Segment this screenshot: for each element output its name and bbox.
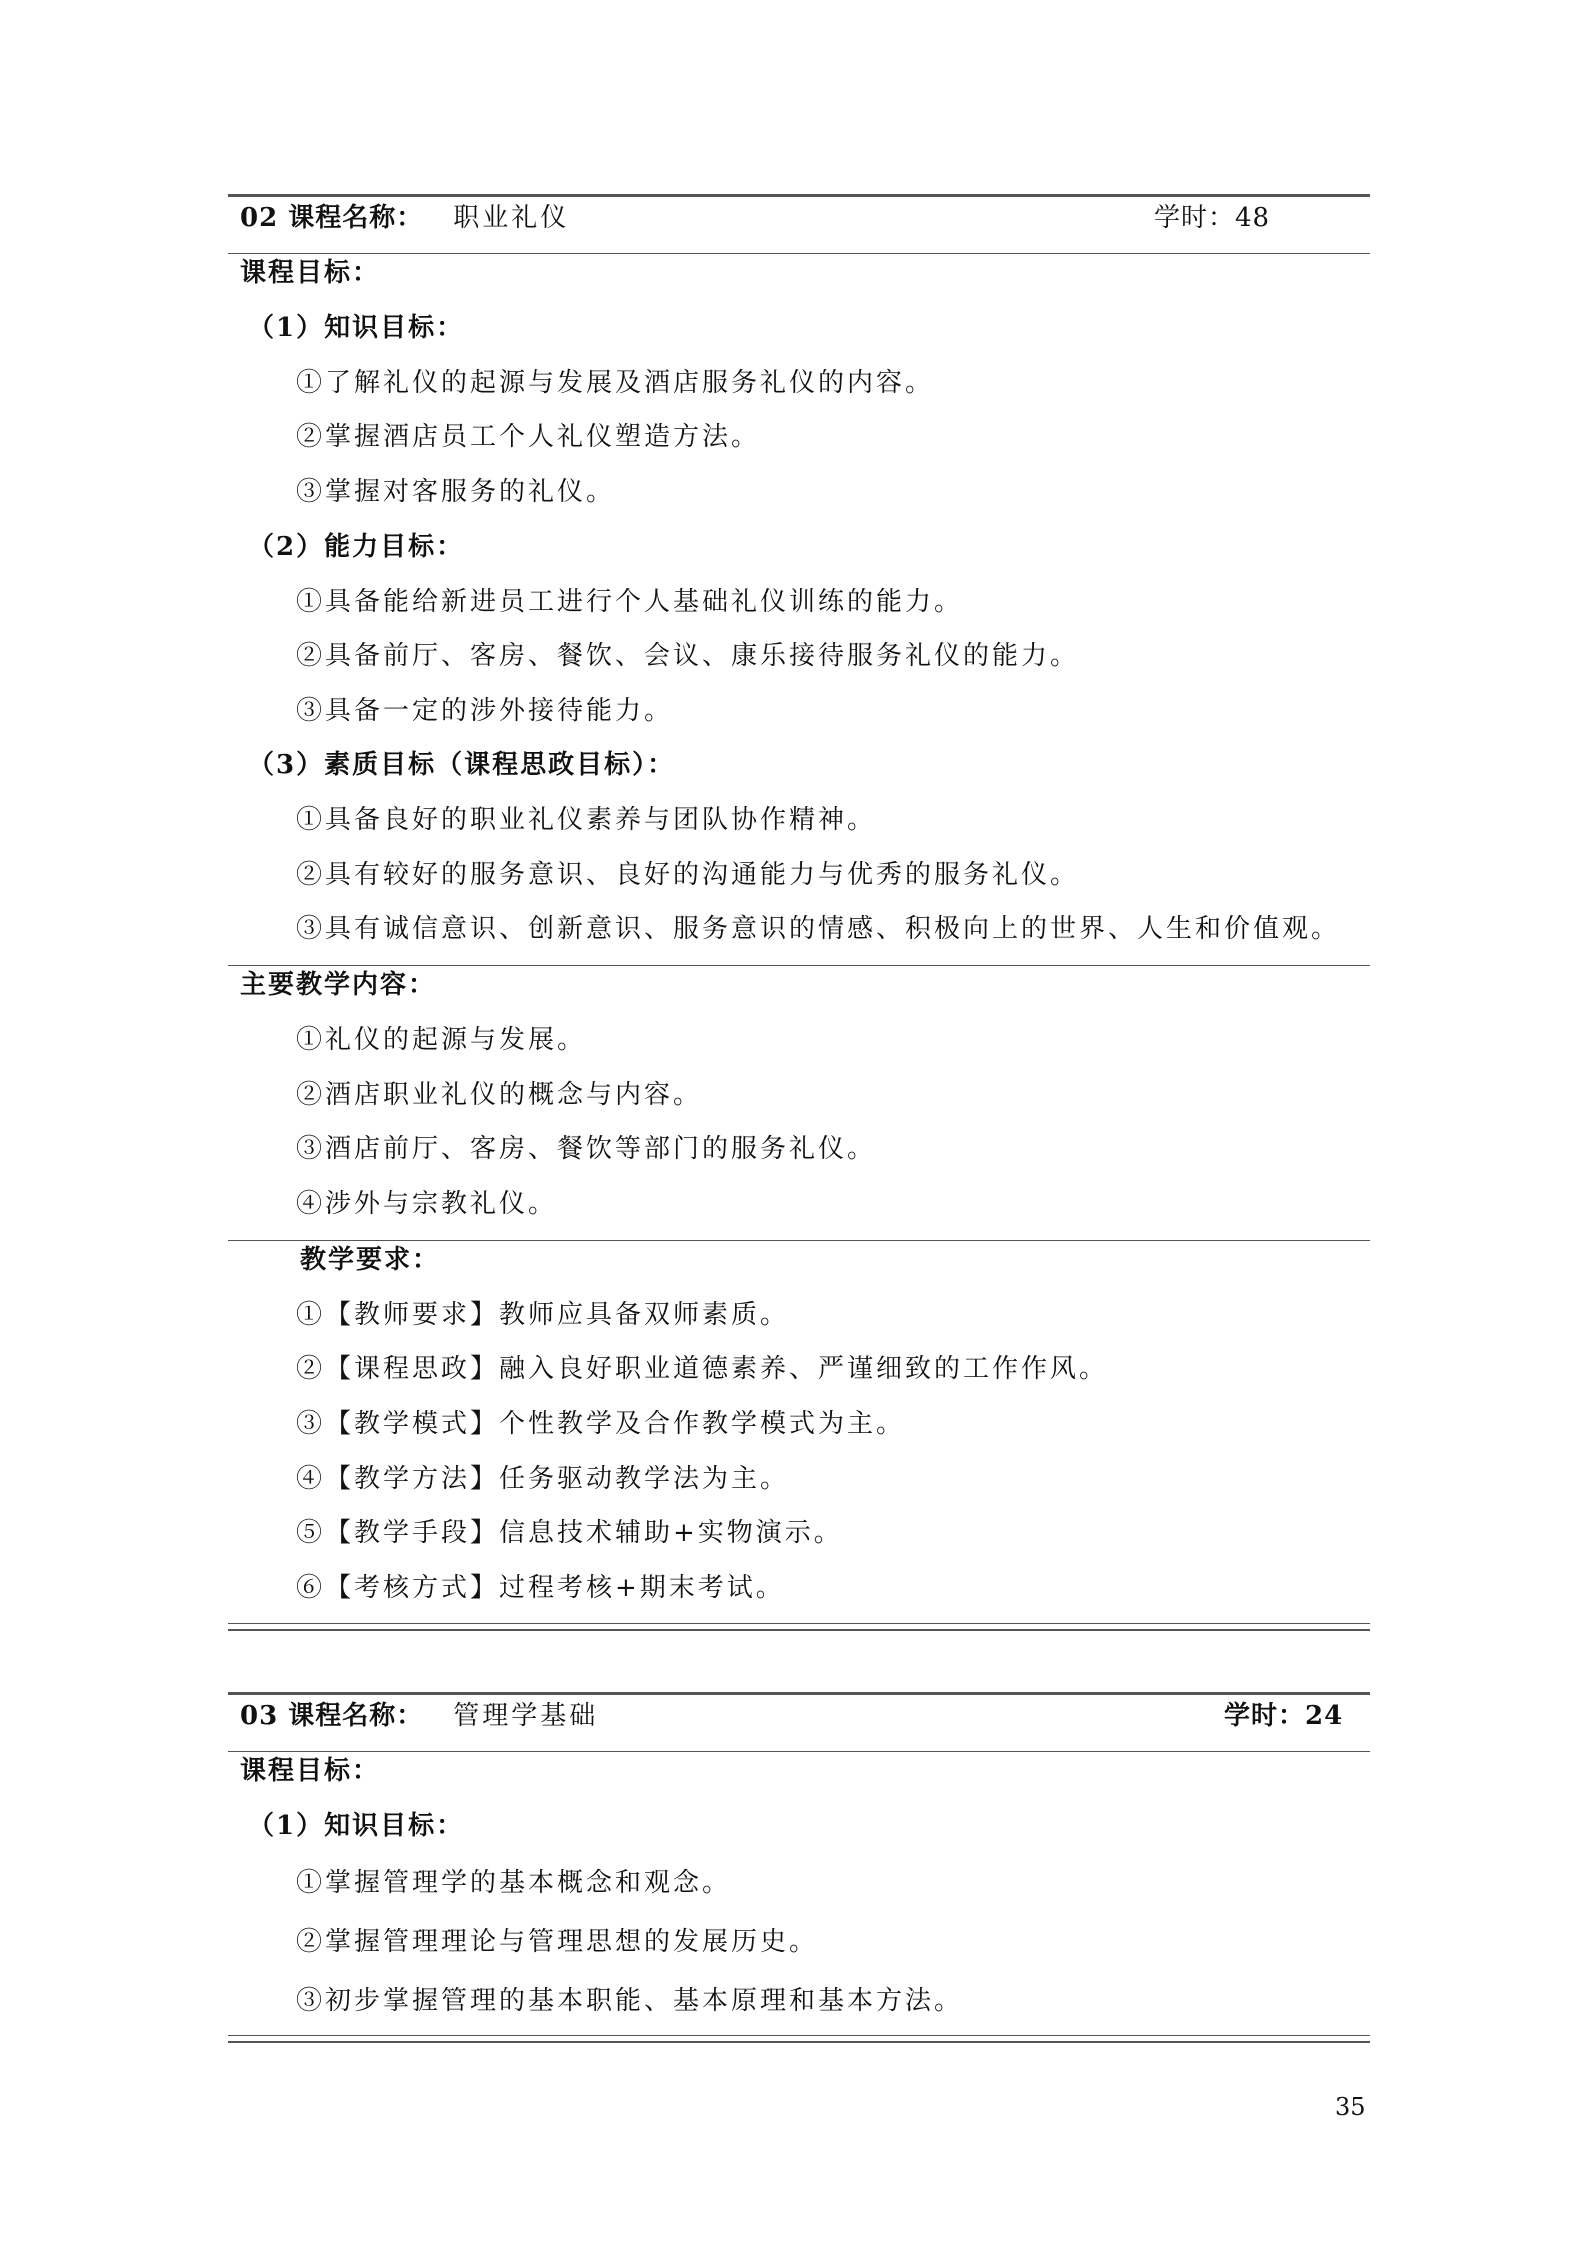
- quality-title: （3）素质目标（课程思政目标）：: [248, 750, 676, 780]
- ability-item: ③具备一定的涉外接待能力。: [296, 696, 674, 726]
- top-rule: [228, 1692, 1370, 1695]
- requirement-item: ③【教学模式】个性教学及合作教学模式为主。: [296, 1409, 906, 1439]
- course-03-hours: [1224, 1699, 1343, 1733]
- requirement-item: ②【课程思政】融入良好职业道德素养、严谨细致的工作作风。: [296, 1354, 1109, 1384]
- hours-label: 学时：: [1224, 1701, 1306, 1731]
- header-divider: [228, 253, 1370, 254]
- course-name: 职业礼仪: [453, 203, 570, 233]
- course-name: 管理学基础: [453, 1701, 599, 1731]
- content-item: ③酒店前厅、客房、餐饮等部门的服务礼仪。: [296, 1134, 877, 1164]
- quality-item: ③具有诚信意识、创新意识、服务意识的情感、积极向上的世界、人生和价值观。: [296, 914, 1341, 944]
- quality-item: ②具有较好的服务意识、良好的沟通能力与优秀的服务礼仪。: [296, 860, 1080, 890]
- knowledge-title: （1）知识目标：: [248, 1811, 465, 1841]
- top-rule: [228, 194, 1370, 197]
- hours-value: 48: [1235, 203, 1271, 233]
- course-header-label: 03 课程名称：: [240, 1701, 424, 1731]
- ability-item: ②具备前厅、客房、餐饮、会议、康乐接待服务礼仪的能力。: [296, 641, 1080, 671]
- ability-title: （2）能力目标：: [248, 532, 465, 562]
- knowledge-item: ②掌握管理理论与管理思想的发展历史。: [296, 1927, 819, 1957]
- content-item: ①礼仪的起源与发展。: [296, 1025, 587, 1055]
- knowledge-item: ③初步掌握管理的基本职能、基本原理和基本方法。: [296, 1986, 964, 2016]
- course-03-header: [240, 1699, 598, 1733]
- course-02-header: [240, 201, 569, 235]
- quality-item: ①具备良好的职业礼仪素养与团队协作精神。: [296, 805, 877, 835]
- course-02-block: [228, 194, 1370, 1629]
- course-header-label: 02 课程名称：: [240, 203, 424, 233]
- ability-item: ①具备能给新进员工进行个人基础礼仪训练的能力。: [296, 587, 964, 617]
- knowledge-item: ③掌握对客服务的礼仪。: [296, 477, 616, 507]
- bottom-rule: [228, 1623, 1370, 1631]
- page-number: 35: [1335, 2093, 1366, 2121]
- content-title: 主要教学内容：: [240, 970, 437, 1000]
- requirements-divider: [228, 1240, 1370, 1241]
- course-03-block: [228, 1692, 1370, 2042]
- hours-value: 24: [1305, 1701, 1344, 1731]
- content-item: ②酒店职业礼仪的概念与内容。: [296, 1080, 703, 1110]
- course-02-hours: [1154, 201, 1270, 235]
- knowledge-item: ①了解礼仪的起源与发展及酒店服务礼仪的内容。: [296, 368, 935, 398]
- knowledge-item: ①掌握管理学的基本概念和观念。: [296, 1868, 732, 1898]
- requirement-item: ①【教师要求】教师应具备双师素质。: [296, 1300, 790, 1330]
- bottom-rule: [228, 2035, 1370, 2043]
- objectives-title: 课程目标：: [240, 258, 381, 288]
- requirement-item: ④【教学方法】任务驱动教学法为主。: [296, 1464, 790, 1494]
- knowledge-title: （1）知识目标：: [248, 313, 465, 343]
- requirements-title: 教学要求：: [300, 1245, 441, 1275]
- header-divider: [228, 1751, 1370, 1752]
- content-divider: [228, 965, 1370, 966]
- content-item: ④涉外与宗教礼仪。: [296, 1189, 558, 1219]
- objectives-title: 课程目标：: [240, 1756, 381, 1786]
- knowledge-item: ②掌握酒店员工个人礼仪塑造方法。: [296, 422, 761, 452]
- hours-label: 学时：: [1154, 203, 1236, 233]
- requirement-item: ⑤【教学手段】信息技术辅助+实物演示。: [296, 1518, 843, 1548]
- requirement-item: ⑥【考核方式】过程考核+期末考试。: [296, 1573, 785, 1603]
